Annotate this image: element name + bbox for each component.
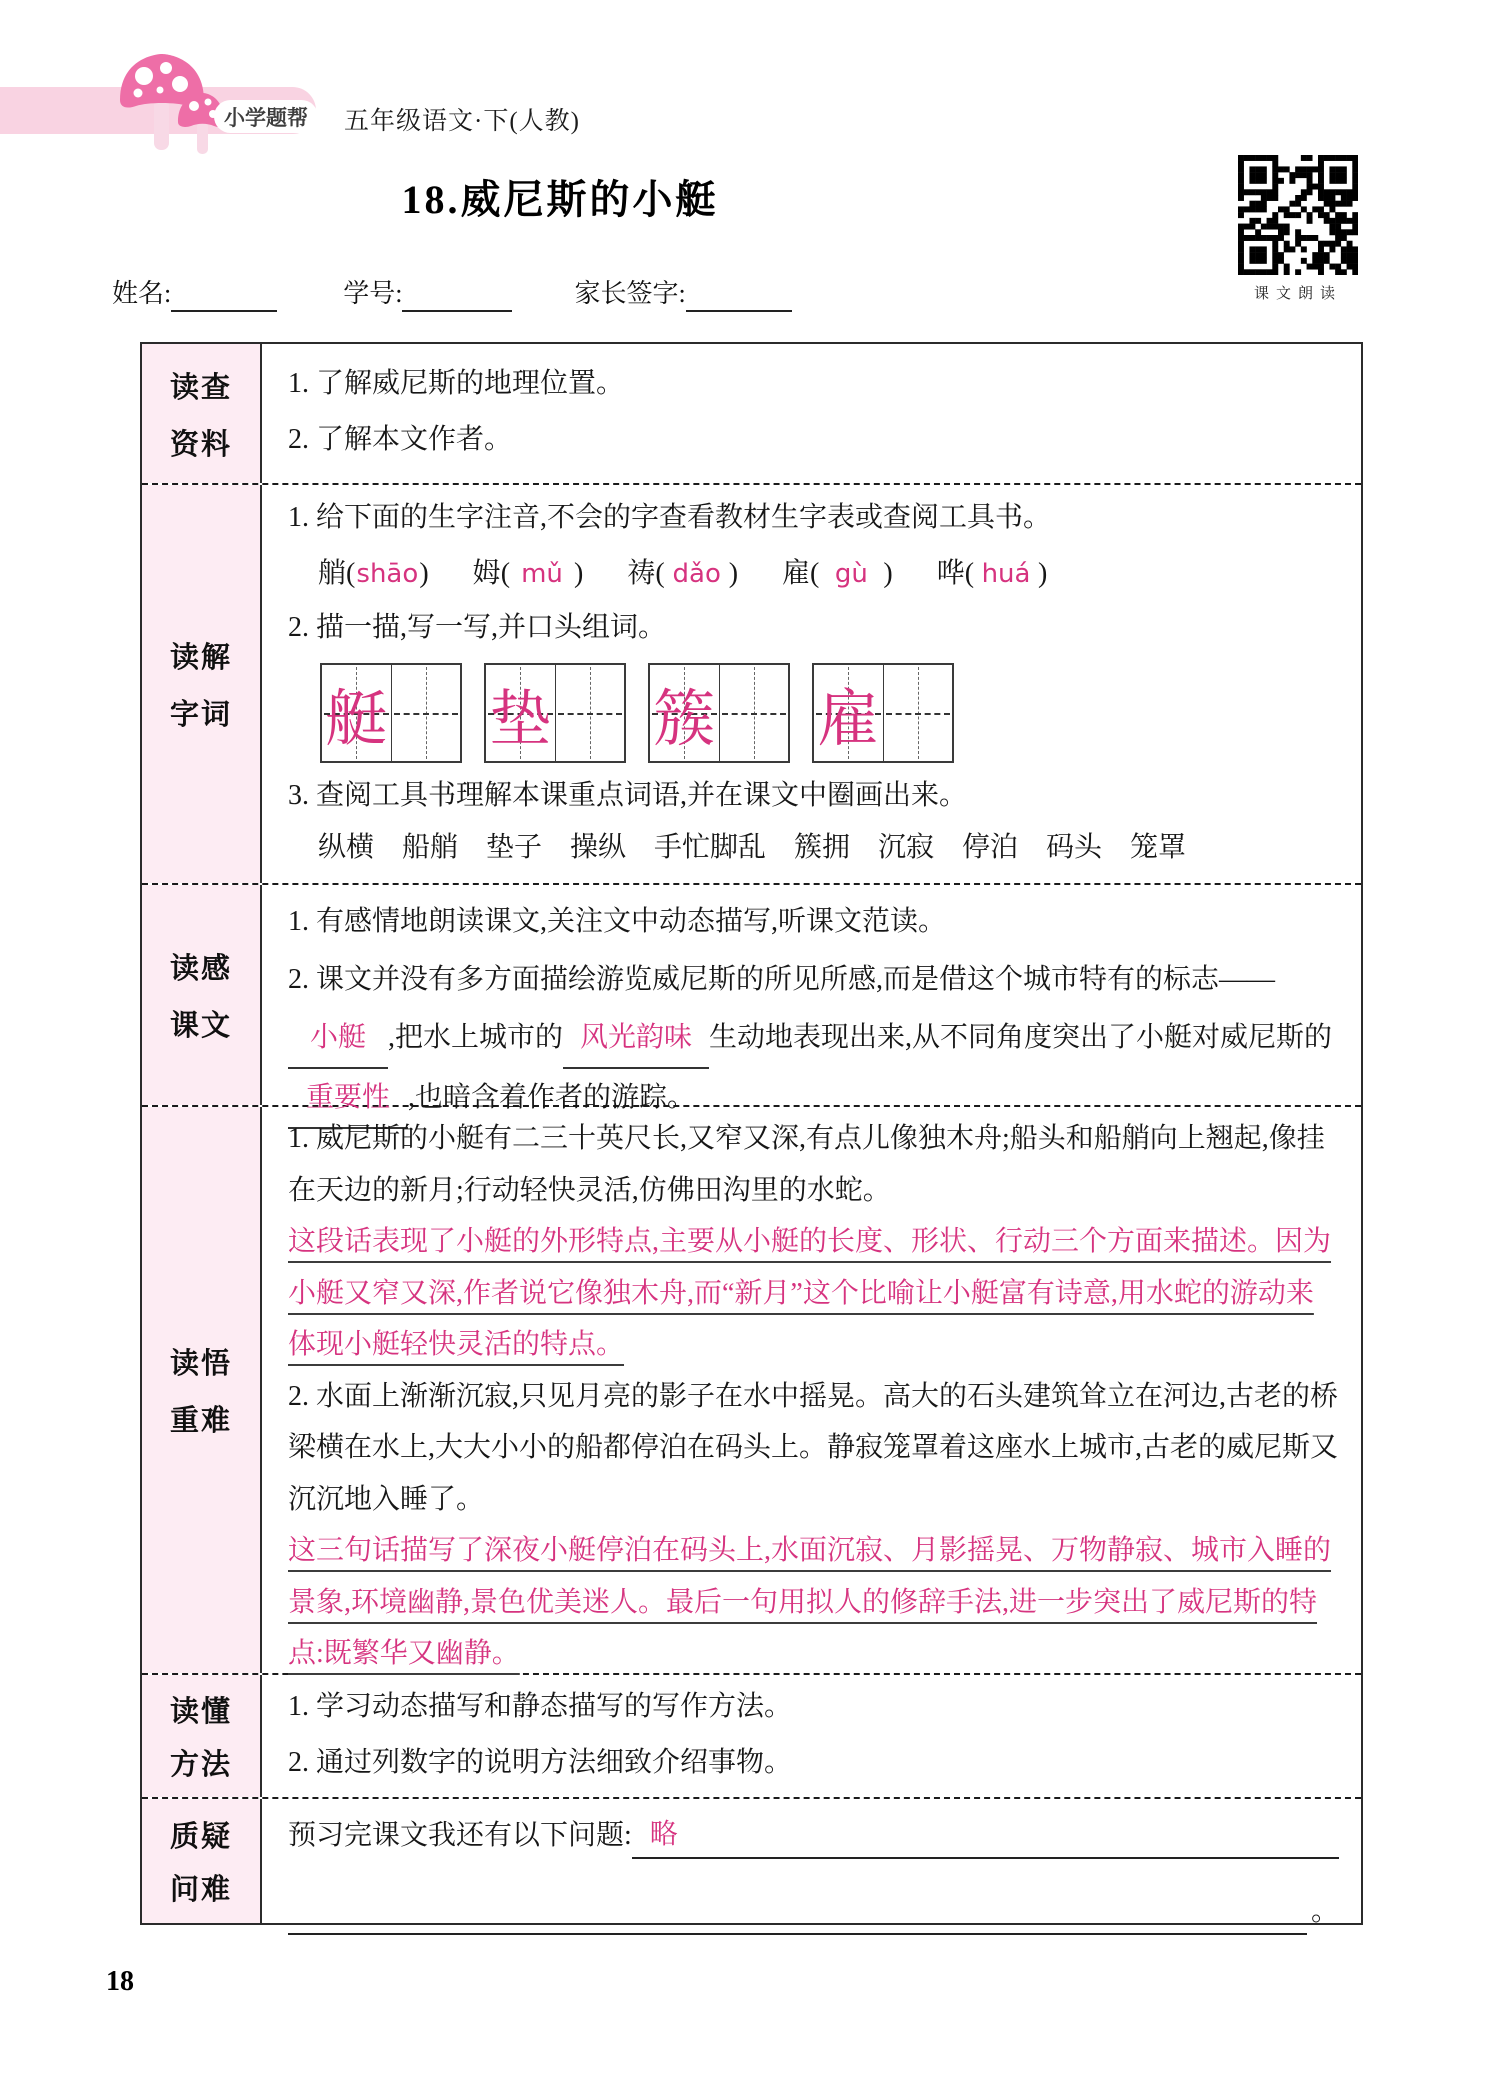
brand-badge-label: 小学题帮: [224, 106, 308, 130]
practice-cell-empty: [391, 665, 461, 761]
row-content: [262, 1107, 1361, 1673]
row-label-line2: 重难: [169, 1405, 232, 1437]
section-read-text: [142, 885, 1361, 1113]
row-label: [142, 1799, 262, 1923]
row-content: [262, 485, 1361, 883]
row-label: [142, 1675, 262, 1797]
lesson-title: 18.威尼斯的小艇: [401, 176, 719, 222]
pinyin-answer: huá: [981, 559, 1031, 589]
section-read-research: [142, 344, 1361, 485]
hanzi: 雇: [782, 558, 811, 589]
practice-box: [812, 663, 954, 763]
preview-worksheet-table: [140, 342, 1363, 1925]
hanzi: 祷: [627, 558, 656, 589]
qr-code-block: [1238, 155, 1358, 303]
parent-signature-label: 家长签字:: [574, 279, 686, 308]
task-text: ,也暗含着作者的游踪。: [408, 1082, 696, 1113]
pinyin-group: [318, 547, 429, 601]
practice-character: 簇: [653, 685, 716, 754]
pinyin-answer-row: [318, 547, 1339, 601]
row-label-line1: 读感: [169, 953, 232, 985]
passage-quote: 2. 水面上渐渐沉寂,只见月亮的影子在水中摇晃。高大的石头建筑耸立在河边,古老的桥梁横在水上,大大小小的船都停泊在码头上。静寂笼罩着这座水上城市,古老的威尼斯又沉沉地入睡了。: [288, 1380, 1339, 1515]
question-answer-blank: [288, 1889, 1307, 1935]
parent-signature-blank: [686, 276, 792, 312]
practice-cell: [322, 665, 391, 761]
paren: (: [964, 558, 975, 589]
row-label-line1: 读悟: [169, 1348, 232, 1380]
analysis-text: 这段话表现了小艇的外形特点,主要从小艇的长度、形状、行动三个方面来描述。因为小艇又窄又深,作者说它像独木舟,而“新月”这个比喻让小艇富有诗意,用水蛇的游动来体现小艇轻快灵活的特点。: [288, 1226, 1332, 1360]
practice-cell-empty: [719, 665, 789, 761]
practice-cell-empty: [883, 665, 953, 761]
row-label-line1: 读查: [169, 371, 232, 404]
section-read-words: [142, 485, 1361, 885]
task-item-with-blanks: [288, 951, 1339, 1129]
paren: (: [810, 558, 820, 589]
word-list: 纵横 船艄 垫子 操纵 手忙脚乱 簇拥 沉寂 停泊 码头 笼罩: [318, 832, 1187, 863]
row-content: [262, 1799, 1361, 1927]
pinyin-answer: mǔ: [521, 559, 563, 589]
qr-caption: 课文朗读: [1253, 286, 1342, 302]
row-content: [262, 885, 1361, 1113]
row-label-line2: 方法: [169, 1749, 232, 1781]
question-extra-line: [288, 1889, 1339, 1935]
row-label-line2: 资料: [169, 428, 232, 461]
pinyin-answer: gù: [834, 559, 868, 589]
row-label-line1: 读解: [169, 642, 232, 674]
hanzi: 哗: [936, 558, 965, 589]
fill-blank-answer: 风光韵味: [563, 1009, 709, 1069]
task-item: 1. 有感情地朗读课文,关注文中动态描写,听课文范读。: [288, 906, 947, 937]
hanzi: 艄: [318, 558, 347, 589]
pinyin-group: [782, 547, 893, 601]
task-item: 2. 描一描,写一写,并口头组词。: [288, 612, 667, 643]
hanzi: 姆: [472, 558, 501, 589]
paren: ): [419, 558, 429, 589]
analysis-text: 这三句话描写了深夜小艇停泊在码头上,水面沉寂、月影摇晃、万物静寂、城市入睡的景象,环境幽静,景色优美迷人。最后一句用拟人的修辞手法,进一步突出了威尼斯的特点:既繁华又幽静。: [288, 1535, 1332, 1669]
qr-code-icon: [1238, 155, 1358, 275]
page-number: 18: [106, 1966, 134, 1997]
mushroom-logo-icon: [114, 48, 224, 160]
fill-blank-answer: 小艇: [288, 1009, 388, 1069]
paren: ): [574, 558, 584, 589]
practice-cell: [486, 665, 555, 761]
paren: ): [728, 558, 739, 589]
pinyin-group: [937, 547, 1048, 601]
paren: ): [1038, 558, 1048, 589]
paren: ): [883, 558, 893, 589]
handwritten-analysis: [288, 1216, 1339, 1371]
paren: (: [346, 558, 356, 589]
row-label-line1: 质疑: [169, 1821, 232, 1853]
practice-character: 垫: [489, 685, 552, 754]
row-label-line2: 课文: [169, 1010, 232, 1042]
row-content: [262, 1675, 1361, 1797]
row-label: [142, 885, 262, 1105]
task-item: 3. 查阅工具书理解本课重点词语,并在课文中圈画出来。: [288, 780, 968, 811]
task-text: ,把水上城市的: [388, 1022, 564, 1053]
task-item: 2. 了解本文作者。: [288, 424, 513, 455]
task-item: 1. 学习动态描写和静态描写的写作方法。: [288, 1691, 793, 1722]
edition-text: 五年级语文·下(人教): [344, 108, 580, 135]
practice-cell: [814, 665, 883, 761]
pinyin-answer: dǎo: [672, 559, 721, 589]
task-item: 1. 给下面的生字注音,不会的字查看教材生字表或查阅工具书。: [288, 502, 1052, 533]
question-prompt: 预习完课文我还有以下问题:: [288, 1820, 632, 1851]
paren: (: [500, 558, 511, 589]
fill-blank-answer: 重要性: [288, 1069, 408, 1129]
task-item: 1. 了解威尼斯的地理位置。: [288, 368, 625, 399]
practice-box: [320, 663, 462, 763]
row-label: [142, 485, 262, 883]
row-label-line2: 问难: [169, 1874, 232, 1906]
pinyin-group: [627, 547, 738, 601]
paren: (: [655, 558, 665, 589]
student-id-label: 学号:: [343, 279, 403, 308]
row-label-line2: 字词: [169, 699, 232, 731]
passage-quote: 1. 威尼斯的小艇有二三十英尺长,又窄又深,有点儿像独木舟;船头和船艄向上翘起,像挂在天边的新月;行动轻快灵活,仿佛田沟里的水蛇。: [288, 1123, 1325, 1206]
pinyin-group: [473, 547, 584, 601]
practice-character: 艇: [325, 685, 388, 754]
student-id-blank: [402, 276, 512, 312]
name-blank: [171, 276, 277, 312]
character-practice-boxes: [320, 663, 1339, 763]
question-answer-blank: 略: [632, 1813, 1339, 1859]
task-text: 2. 课文并没有多方面描绘游览威尼斯的所见所感,而是借这个城市特有的标志——: [288, 964, 1276, 995]
closing-period: 。: [1310, 1896, 1339, 1927]
practice-character: 雇: [817, 685, 880, 754]
row-label-line1: 读懂: [169, 1696, 232, 1728]
section-question: [142, 1799, 1361, 1927]
task-text: 生动地表现出来,从不同角度突出了小艇对威尼斯的: [709, 1022, 1333, 1053]
row-content: [262, 344, 1361, 483]
row-label: [142, 1107, 262, 1673]
practice-cell-empty: [555, 665, 625, 761]
section-read-methods: [142, 1675, 1361, 1799]
brand-badge: [214, 100, 318, 133]
name-label: 姓名:: [112, 279, 172, 308]
practice-box: [484, 663, 626, 763]
practice-cell: [650, 665, 719, 761]
question-prompt-line: [288, 1813, 1339, 1859]
task-item: 2. 通过列数字的说明方法细致介绍事物。: [288, 1747, 793, 1778]
section-read-difficult: [142, 1107, 1361, 1675]
pinyin-answer: shāo: [356, 559, 419, 589]
student-info-line: [112, 276, 852, 312]
practice-box: [648, 663, 790, 763]
handwritten-analysis: [288, 1525, 1339, 1680]
row-label: [142, 344, 262, 483]
